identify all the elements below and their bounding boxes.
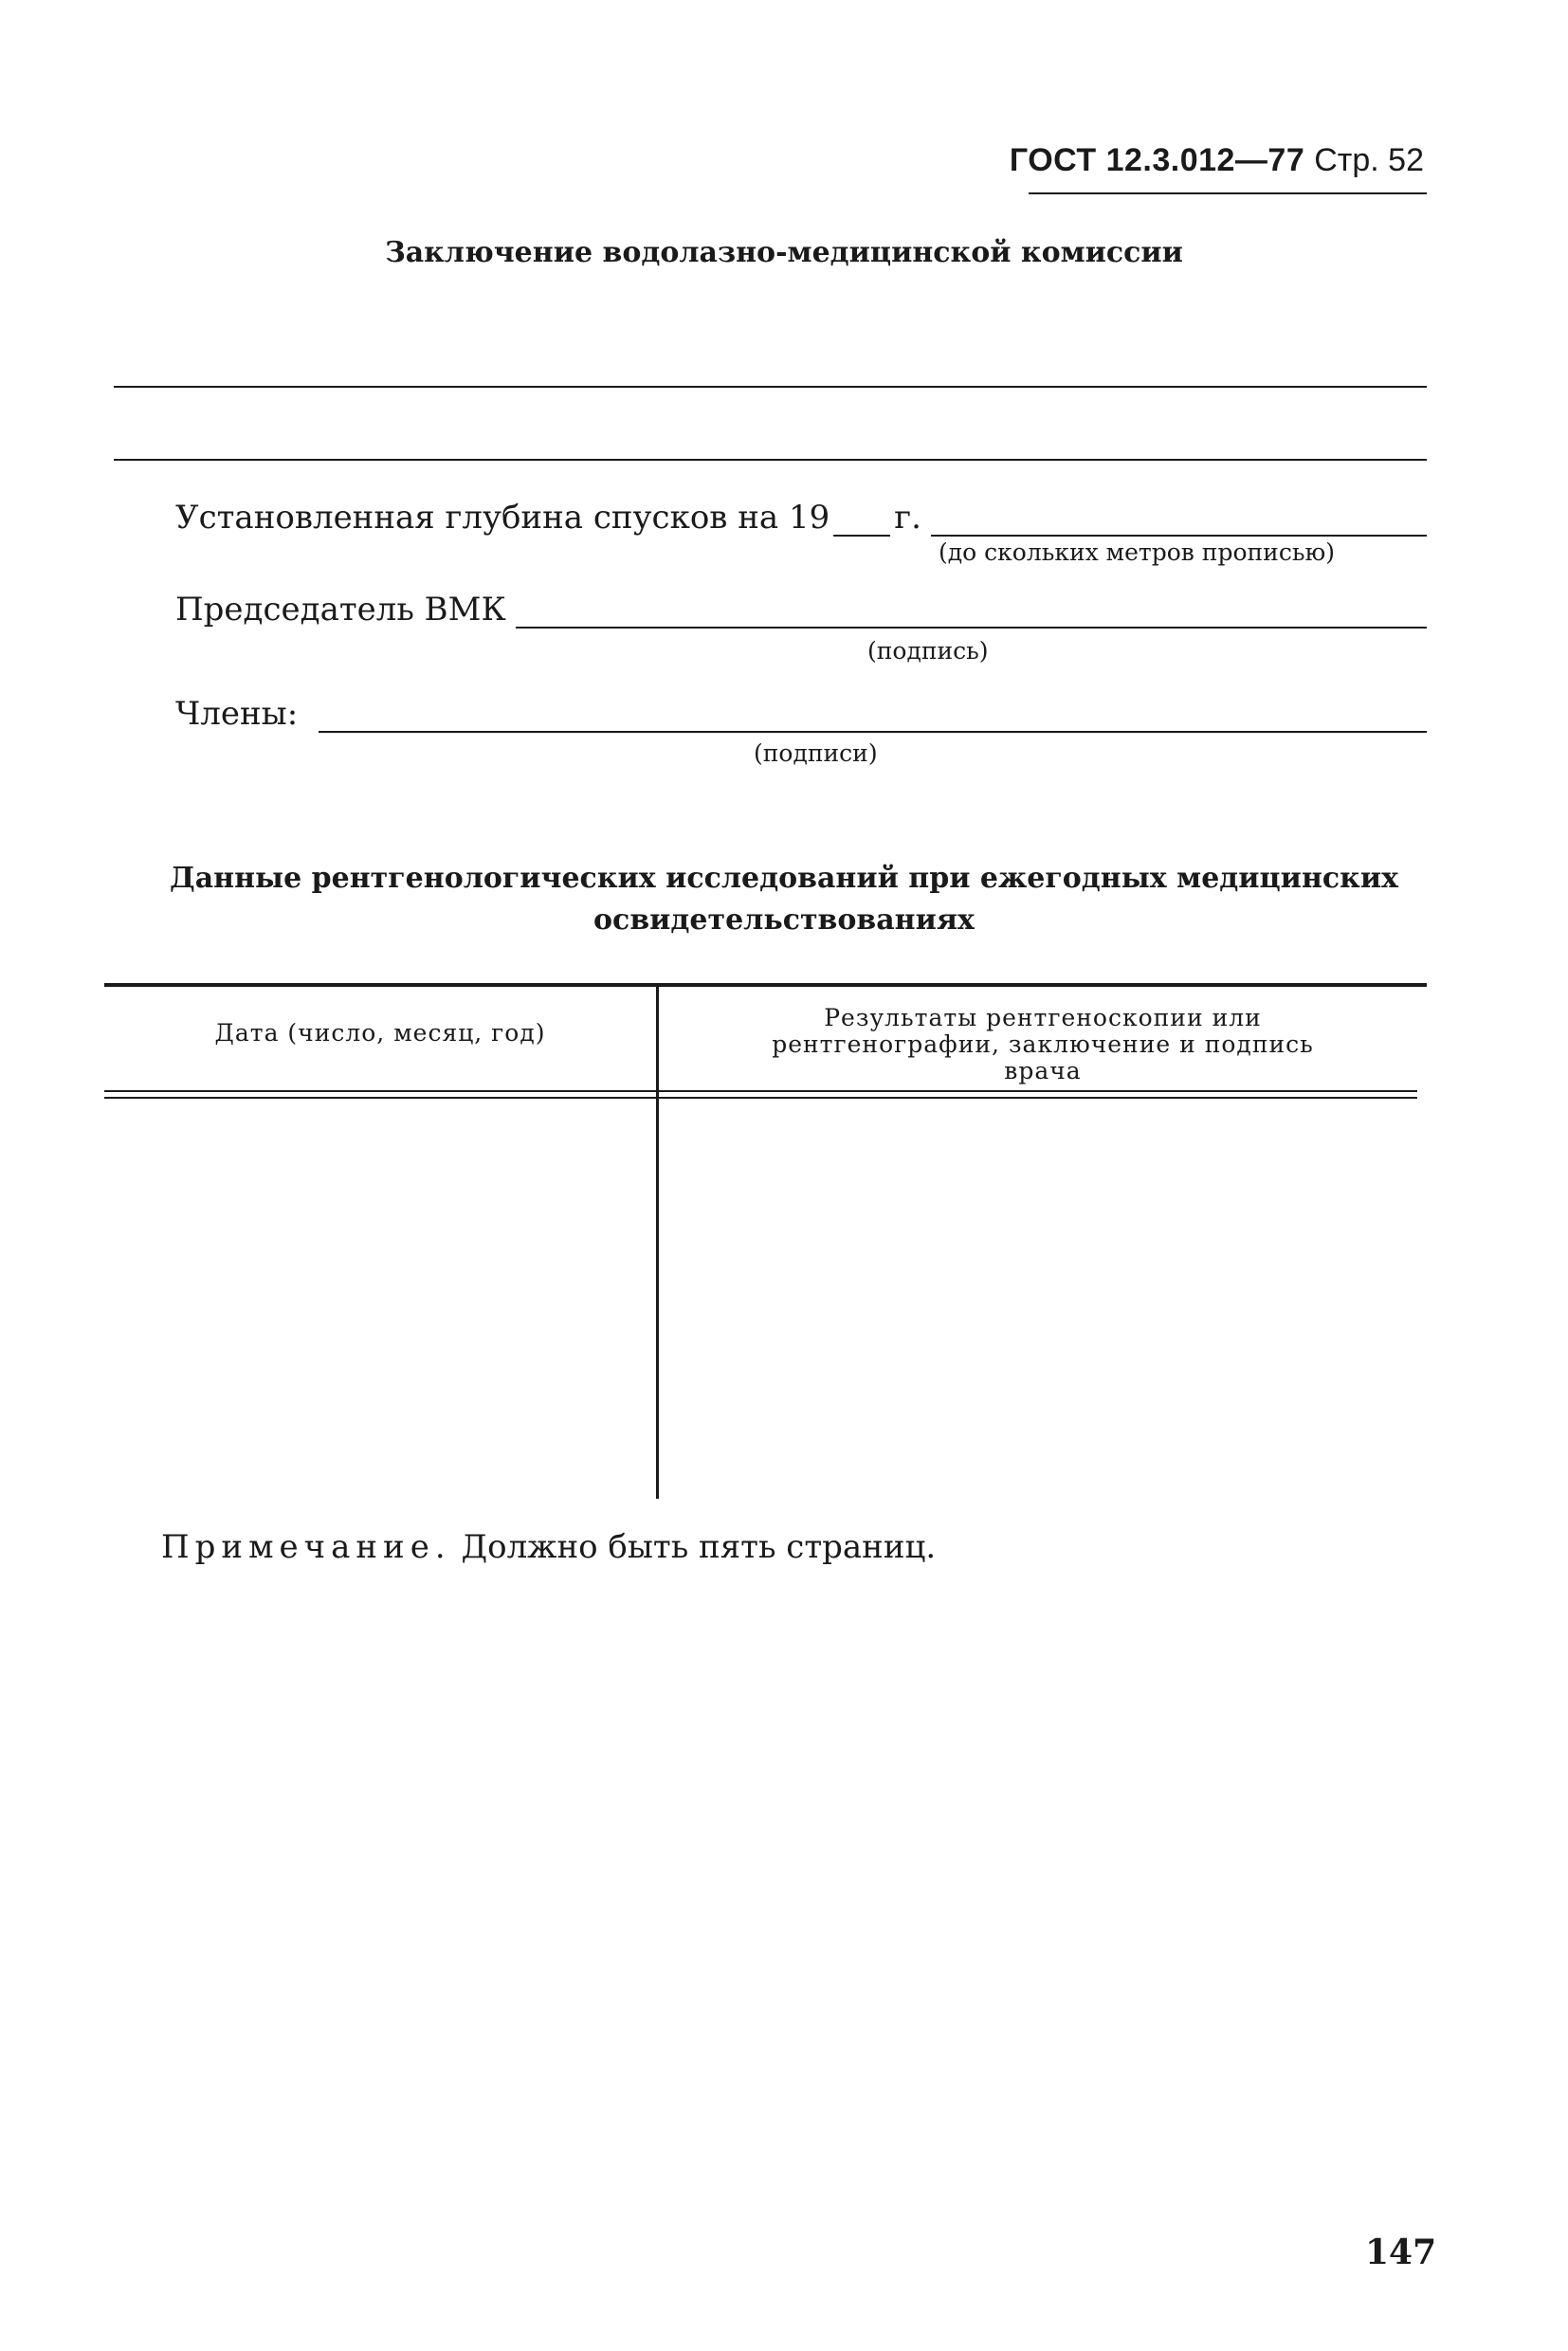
blank-line-1[interactable]	[114, 386, 1427, 388]
column-header-results	[664, 1005, 1422, 1084]
chairman-label: Председатель ВМК	[175, 591, 506, 629]
xray-title-line-1: Данные рентгенологических исследований при ежегодных медицинских	[170, 862, 1398, 895]
table-header-separator	[104, 1090, 1417, 1099]
members-signature-field[interactable]	[319, 721, 1427, 733]
results-header-line-2: рентгенографии, заключение и подпись	[772, 1030, 1314, 1058]
year-field[interactable]	[833, 525, 890, 537]
table-column-divider	[656, 987, 659, 1499]
depth-caption: (до скольких метров прописью)	[939, 538, 1335, 566]
table-top-rule	[104, 983, 1427, 987]
year-suffix: г.	[894, 499, 921, 537]
members-row	[175, 687, 1427, 733]
xray-title-line-2: освидетельствованиях	[593, 903, 975, 937]
page-label: Стр. 52	[1314, 142, 1424, 178]
results-header-line-1: Результаты рентгеноскопии или	[824, 1004, 1262, 1031]
results-header-line-3: врача	[1004, 1057, 1082, 1084]
members-caption: (подписи)	[754, 739, 878, 767]
chairman-caption: (подпись)	[867, 637, 989, 665]
header-rule	[1029, 192, 1427, 194]
chairman-signature-field[interactable]	[516, 617, 1427, 629]
note-lead: Примечание.	[161, 1528, 451, 1566]
members-label: Члены:	[175, 695, 299, 733]
depth-row	[175, 491, 1427, 537]
document-header	[1010, 142, 1424, 179]
column-header-date: Дата (число, месяц, год)	[214, 1019, 546, 1047]
depth-label: Установленная глубина спусков на 19	[175, 499, 830, 537]
results-column-cell[interactable]	[662, 1100, 1420, 1498]
standard-code: ГОСТ 12.3.012—77	[1009, 142, 1305, 178]
note-text: Должно быть пять страниц.	[461, 1528, 937, 1566]
commission-title: Заключение водолазно-медицинской комиссии	[385, 236, 1183, 269]
xray-title	[0, 858, 1568, 941]
chairman-row	[175, 583, 1427, 629]
date-column-cell[interactable]	[104, 1100, 652, 1498]
depth-field[interactable]	[931, 525, 1427, 537]
note	[161, 1528, 936, 1566]
blank-line-2[interactable]	[114, 459, 1427, 461]
page-number: 147	[1365, 2233, 1437, 2272]
